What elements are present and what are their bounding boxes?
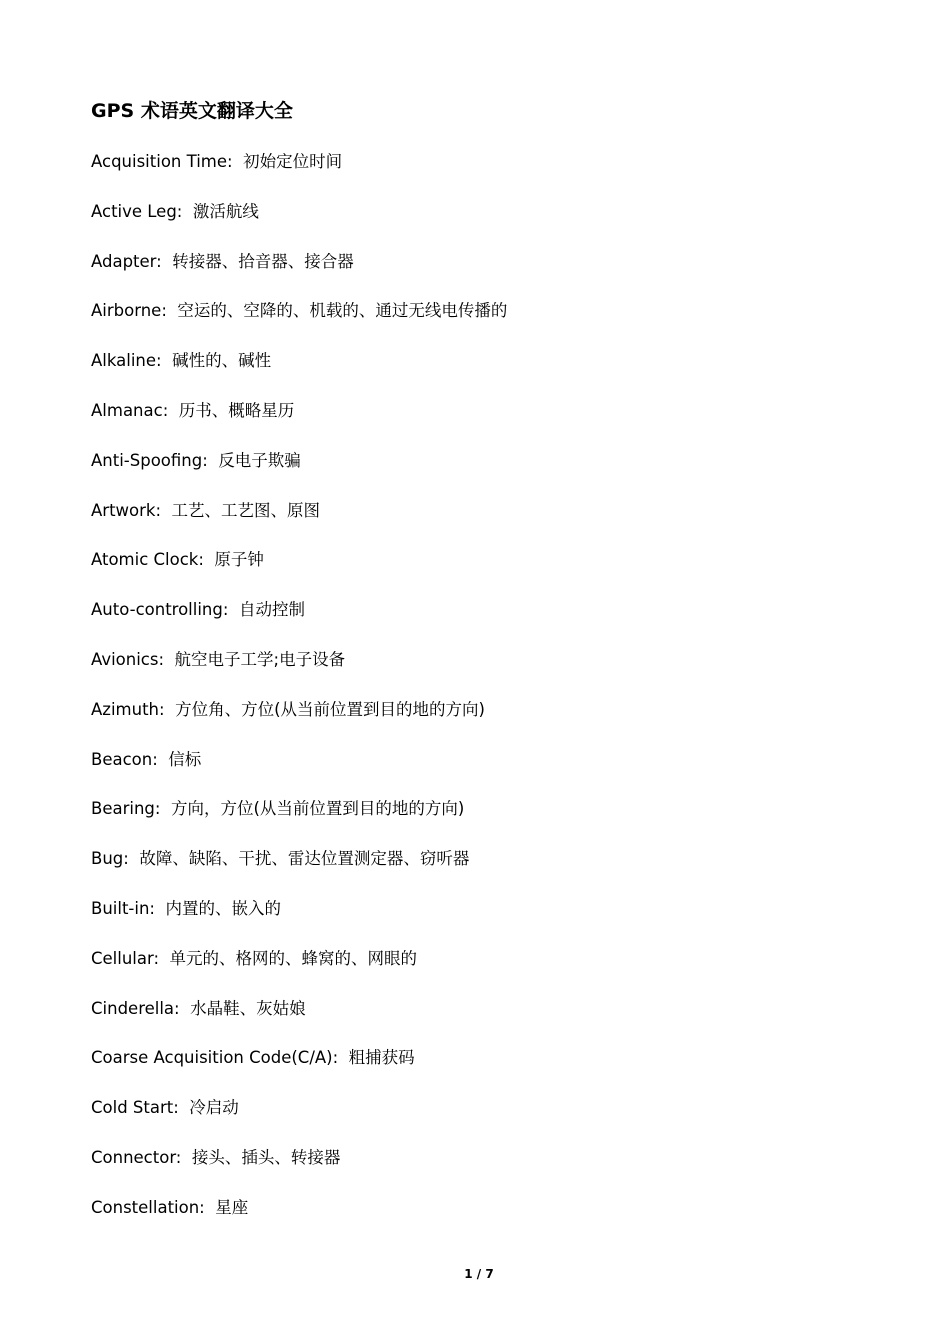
glossary-definition: 方位角、方位(从当前位置到目的地的方向) (175, 699, 485, 719)
glossary-definition: 空运的、空降的、机载的、通过无线电传播的 (177, 301, 508, 321)
glossary-term: Cinderella: (91, 998, 180, 1018)
glossary-definition: 自动控制 (238, 600, 305, 620)
glossary-entry (91, 250, 507, 300)
glossary-term: Adapter: (91, 251, 162, 271)
glossary-term: Coarse Acquisition Code(C/A): (91, 1048, 339, 1068)
glossary-term: Avionics: (91, 649, 165, 669)
glossary-entry (91, 1046, 507, 1096)
glossary-entry (91, 299, 507, 349)
glossary-entry (91, 997, 507, 1047)
glossary-definition: 信标 (168, 749, 202, 769)
glossary-definition: 航空电子工学;电子设备 (174, 649, 346, 669)
glossary-entry (91, 698, 507, 748)
glossary-term: Alkaline: (91, 351, 162, 371)
glossary-entry (91, 349, 507, 399)
glossary-term: Airborne: (91, 301, 167, 321)
glossary-definition: 单元的、格网的、蜂窝的、网眼的 (169, 948, 418, 968)
glossary-entry (91, 1146, 507, 1196)
glossary-definition: 碱性的、碱性 (172, 351, 272, 371)
glossary-entry (91, 449, 507, 499)
glossary-definition: 接头、插头、转接器 (191, 1147, 341, 1167)
glossary-term: Acquisition Time: (91, 152, 233, 171)
page-number: 1 / 7 (464, 1267, 494, 1281)
glossary-entry (91, 897, 507, 947)
glossary-entry (91, 200, 507, 250)
glossary-definition: 反电子欺骗 (218, 450, 301, 470)
glossary-definition: 方向，方位(从当前位置到目的地的方向) (170, 799, 465, 819)
glossary-entry (91, 1096, 507, 1146)
glossary-definition: 冷启动 (189, 1098, 239, 1118)
glossary-entry (91, 797, 507, 847)
glossary-term: Cellular: (91, 948, 160, 968)
glossary-entry (91, 648, 507, 698)
glossary-definition: 激活航线 (192, 201, 259, 221)
glossary-entry (91, 1196, 507, 1246)
glossary-entry (91, 150, 507, 200)
glossary-term: Cold Start: (91, 1098, 179, 1118)
glossary-term: Bearing: (91, 799, 161, 819)
glossary-term: Almanac: (91, 400, 169, 420)
glossary-term: Bug: (91, 849, 129, 869)
glossary-entry (91, 847, 507, 897)
glossary-term: Constellation: (91, 1197, 205, 1217)
glossary-term: Connector: (91, 1147, 182, 1167)
term-list (91, 150, 507, 1246)
glossary-definition: 水晶鞋、灰姑娘 (190, 998, 306, 1018)
page-title: GPS 术语英文翻译大全 (91, 100, 293, 122)
glossary-term: Beacon: (91, 749, 158, 769)
glossary-entry (91, 598, 507, 648)
glossary-definition: 转接器、拾音器、接合器 (172, 251, 354, 271)
glossary-term: Artwork: (91, 500, 162, 520)
glossary-term: Auto-controlling: (91, 600, 229, 620)
glossary-definition: 工艺、工艺图、原图 (171, 500, 321, 520)
glossary-definition: 原子钟 (214, 550, 264, 570)
glossary-definition: 星座 (215, 1197, 249, 1217)
glossary-definition: 历书、概略星历 (178, 400, 295, 420)
glossary-definition: 初始定位时间 (243, 152, 343, 171)
glossary-term: Azimuth: (91, 699, 165, 719)
glossary-definition: 粗捕获码 (348, 1048, 415, 1068)
glossary-entry (91, 947, 507, 997)
glossary-entry (91, 499, 507, 549)
glossary-term: Active Leg: (91, 201, 183, 221)
glossary-term: Anti-Spoofing: (91, 450, 208, 470)
glossary-term: Built-in: (91, 898, 155, 918)
glossary-entry (91, 399, 507, 449)
glossary-definition: 故障、缺陷、干扰、雷达位置测定器、窃听器 (139, 849, 470, 869)
glossary-term: Atomic Clock: (91, 550, 204, 570)
glossary-definition: 内置的、嵌入的 (165, 898, 281, 918)
glossary-entry (91, 748, 507, 798)
glossary-entry (91, 548, 507, 598)
